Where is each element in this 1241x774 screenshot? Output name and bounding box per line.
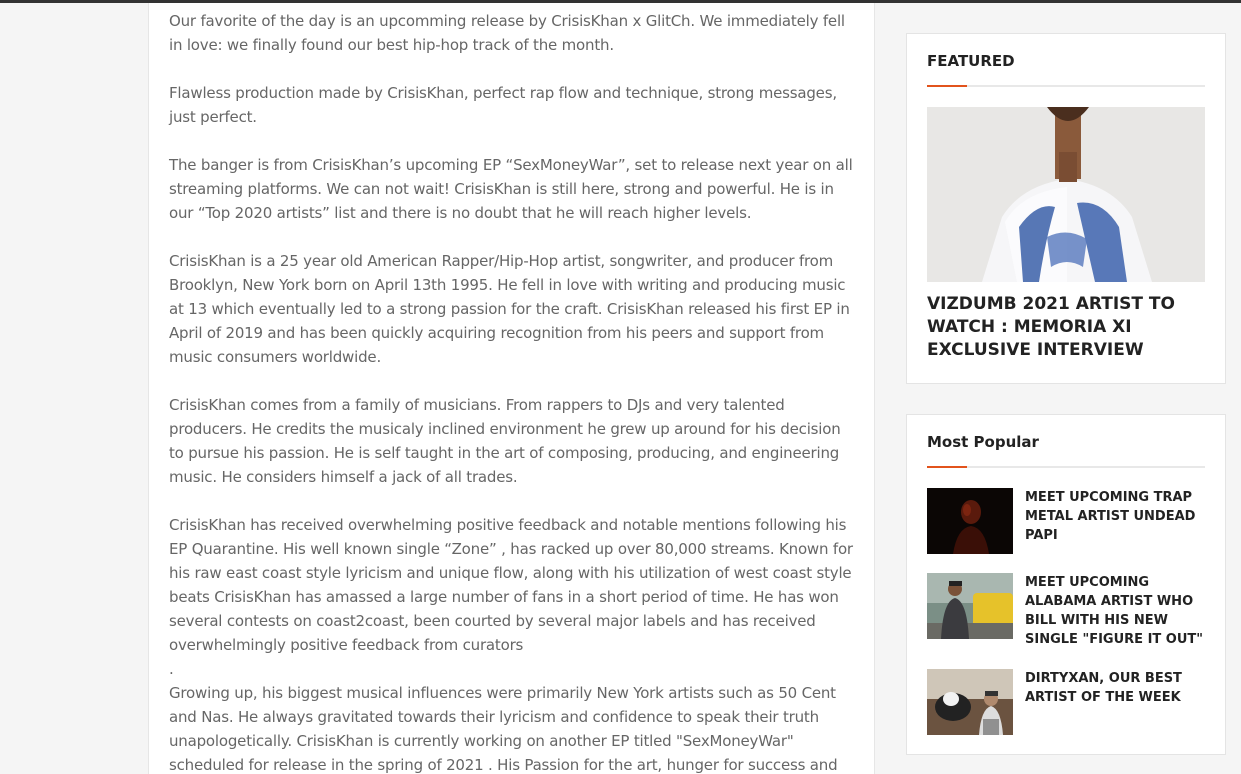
widget-title-popular: Most Popular	[927, 433, 1039, 451]
popular-item-title[interactable]: DIRTYXAN, OUR BEST ARTIST OF THE WEEK	[1025, 671, 1182, 705]
article-paragraph: Flawless production made by CrisisKhan, perfect rap flow and technique, strong messages, just perfect.	[169, 84, 837, 126]
featured-photo-icon	[927, 107, 1205, 282]
article-body	[169, 9, 859, 774]
popular-thumbnail[interactable]	[927, 488, 1013, 554]
article-paragraph: CrisisKhan is a 25 year old American Rapper/Hip-Hop artist, songwriter, and producer from Brooklyn, New York born on April 13th 1995. He fell in love with writing and producing music at 13 which eventually led to a strong passion for the craft. CrisisKhan released his first EP in April of 2019 and has been quickly acquiring recognition from his peers and support from music consumers worldwide.	[169, 252, 850, 366]
widget-title-featured: FEATURED	[927, 52, 1015, 70]
popular-item-title[interactable]: MEET UPCOMING ALABAMA ARTIST WHO BILL WITH HIS NEW SINGLE "FIGURE IT OUT"	[1025, 575, 1204, 647]
featured-widget	[906, 33, 1226, 384]
popular-item[interactable]	[927, 669, 1207, 735]
room-portrait-icon	[927, 669, 1013, 735]
popular-item[interactable]	[927, 488, 1207, 554]
popular-thumbnail[interactable]	[927, 669, 1013, 735]
article-paragraph: CrisisKhan comes from a family of musicians. From rappers to DJs and very talented producers. He credits the musicaly inclined environment he grew up around for his decision to pursue his passion. He is self taught in the art of composing, producing, and engineering music. He considers himself a jack of all trades.	[169, 396, 841, 486]
article-paragraph: The banger is from CrisisKhan’s upcoming EP “SexMoneyWar”, set to release next year on all streaming platforms. We can not wait! CrisisKhan is still here, strong and powerful. He is in our “Top 2020 artists” list and there is no doubt that he will reach higher levels.	[169, 156, 853, 222]
article-content	[148, 3, 875, 774]
dark-portrait-icon	[927, 488, 1013, 554]
article-paragraph: CrisisKhan has received overwhelming positive feedback and notable mentions following his EP Quarantine. His well known single “Zone” , has racked up over 80,000 streams. Known for his raw east coast style lyricism and unique flow, along with his utilization of west coast style beats CrisisKhan has amassed a large number of fans in a short period of time. He has won several contests on coast2coast, been courted by several major labels and has received overwhelmingly positive feedback from curators	[169, 516, 853, 654]
popular-item[interactable]	[927, 573, 1207, 647]
most-popular-widget	[906, 414, 1226, 755]
street-portrait-icon	[927, 573, 1013, 639]
widget-divider	[927, 85, 1205, 87]
article-paragraph: .	[169, 660, 174, 678]
widget-divider	[927, 466, 1205, 468]
article-paragraph: Growing up, his biggest musical influences were primarily New York artists such as 50 Cent and Nas. He always gravitated towards their lyricism and confidence to speak their truth unapologetically. CrisisKhan is currently working on another EP titled "SexMoneyWar" scheduled for release in the spring of 2021 . His Passion for the art, hunger for success and	[169, 684, 838, 774]
article-paragraph: Our favorite of the day is an upcomming release by CrisisKhan x GlitCh. We immediately fell in love: we finally found our best hip-hop track of the month.	[169, 12, 845, 54]
featured-post-title[interactable]: VIZDUMB 2021 ARTIST TO WATCH : MEMORIA XI EXCLUSIVE INTERVIEW	[927, 294, 1175, 360]
popular-item-title[interactable]: MEET UPCOMING TRAP METAL ARTIST UNDEAD PAPI	[1025, 490, 1196, 543]
featured-image[interactable]	[927, 107, 1205, 282]
popular-thumbnail[interactable]	[927, 573, 1013, 639]
